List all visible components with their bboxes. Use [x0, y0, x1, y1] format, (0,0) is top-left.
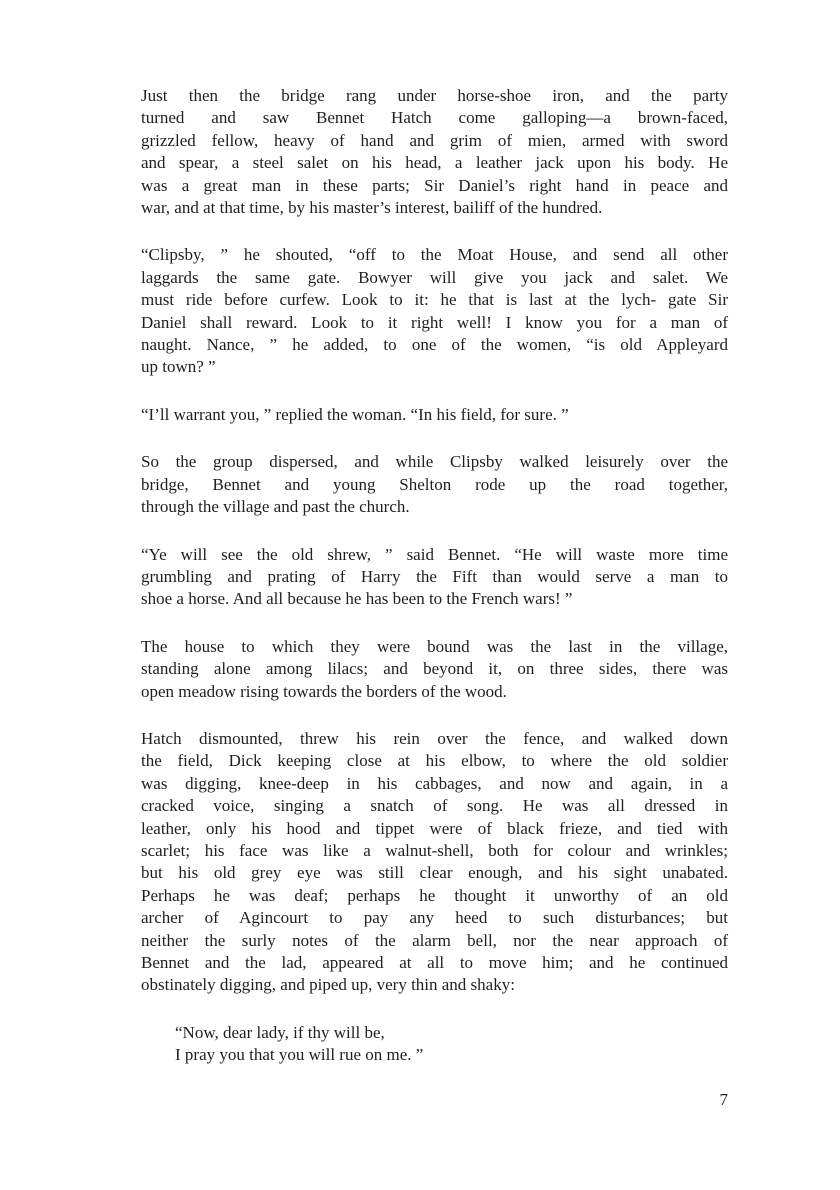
text-line: but his old grey eye was still clear enough, and his sight unabated. — [141, 863, 728, 883]
text-line: through the village and past the church. — [141, 497, 410, 517]
paragraph — [141, 85, 728, 219]
text-line: turned and saw Bennet Hatch come galloping—a brown-faced, — [141, 108, 728, 128]
text-line: Bennet and the lad, appeared at all to move him; and he continued — [141, 953, 728, 972]
text-line: standing alone among lilacs; and beyond it, on three sides, there was — [141, 659, 728, 679]
text-line: shoe a horse. And all because he has been to the French wars! ” — [141, 589, 573, 609]
text-line: naught. Nance, ” he added, to one of the women, “is old Appleyard — [141, 335, 728, 355]
verse-stanza — [141, 1022, 728, 1067]
text-line: up town? ” — [141, 357, 216, 377]
text-line: “Clipsby, ” he shouted, “off to the Moat House, and send all other — [141, 245, 728, 265]
text-line: scarlet; his face was like a walnut-shell, both for colour and wrinkles; — [141, 840, 728, 860]
text-line: The house to which they were bound was the last in the village, — [141, 636, 728, 656]
paragraph — [141, 728, 728, 997]
text-line: was digging, knee-deep in his cabbages, and now and again, in a — [141, 773, 728, 793]
paragraph — [141, 544, 728, 611]
paragraph — [141, 451, 728, 518]
text-line: cracked voice, singing a snatch of song. He was all dressed in — [141, 796, 728, 816]
text-line: war, and at that time, by his master’s interest, bailiff of the hundred. — [141, 198, 603, 218]
text-line: laggards the same gate. Bowyer will give you jack and salet. We — [141, 267, 728, 287]
text-line: grizzled fellow, heavy of hand and grim of mien, armed with sword — [141, 130, 728, 150]
text-line: archer of Agincourt to pay any heed to such disturbances; but — [141, 908, 728, 928]
verse-line: I pray you that you will rue on me. ” — [175, 1045, 424, 1065]
text-line: grumbling and prating of Harry the Fift than would serve a man to — [141, 566, 728, 586]
text-line: Daniel shall reward. Look to it right well! I know you for a man of — [141, 312, 728, 332]
text-line: “I’ll warrant you, ” replied the woman. “In his field, for sure. ” — [141, 404, 569, 424]
text-line: neither the surly notes of the alarm bell, nor the near approach of — [141, 930, 728, 950]
text-line: “Ye will see the old shrew, ” said Bennet. “He will waste more time — [141, 544, 728, 564]
text-line: Perhaps he was deaf; perhaps he thought it unworthy of an old — [141, 885, 728, 905]
paragraph — [141, 636, 728, 703]
text-line: bridge, Bennet and young Shelton rode up the road together, — [141, 474, 728, 494]
text-line: must ride before curfew. Look to it: he that is last at the lych- gate Sir — [141, 290, 728, 310]
page-text — [141, 85, 728, 1067]
text-line: the field, Dick keeping close at his elbow, to where the old soldier — [141, 751, 728, 771]
verse-line: “Now, dear lady, if thy will be, — [175, 1022, 385, 1042]
paragraph — [141, 244, 728, 378]
text-line: was a great man in these parts; Sir Daniel’s right hand in peace and — [141, 175, 728, 195]
paragraph — [141, 404, 728, 426]
text-line: leather, only his hood and tippet were of black frieze, and tied with — [141, 818, 728, 838]
text-line: open meadow rising towards the borders of the wood. — [141, 681, 507, 701]
text-line: obstinately digging, and piped up, very thin and shaky: — [141, 975, 515, 995]
text-line: Hatch dismounted, threw his rein over the fence, and walked down — [141, 728, 728, 748]
text-line: So the group dispersed, and while Clipsby walked leisurely over the — [141, 452, 728, 472]
text-line: Just then the bridge rang under horse-shoe iron, and the party — [141, 86, 728, 105]
text-line: and spear, a steel salet on his head, a leather jack upon his body. He — [141, 153, 728, 173]
page-number: 7 — [719, 1090, 728, 1109]
